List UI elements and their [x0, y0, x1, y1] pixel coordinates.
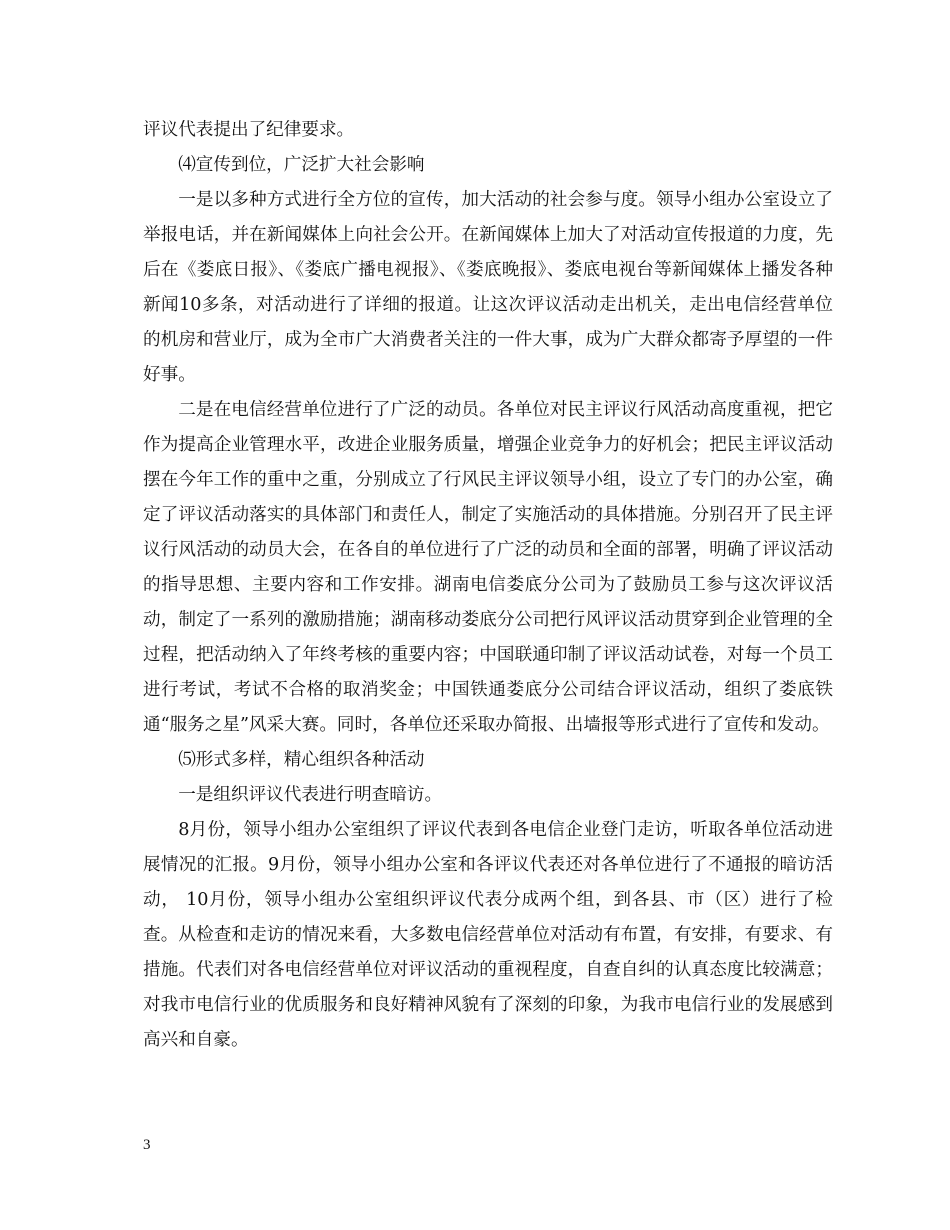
paragraph-publicity-first: 一是以多种方式进行全方位的宣传，加大活动的社会参与度。领导小组办公室设立了举报电话，并在新闻媒体上向社会公开。在新闻媒体上加大了对活动宣传报道的力度，先后在《娄底日报》、《娄底广播电视报》、《娄底晚报》、娄底电视台等新闻媒体上播发各种新闻10多条，对活动进行了详细的报道。让这次评议活动走出机关，走出电信经营单位的机房和营业厅，成为全市广大消费者关注的一件大事，成为广大群众都寄予厚望的一件好事。 [143, 190, 833, 385]
section-heading-activities: ⑸形式多样，精心组织各种活动 [178, 750, 425, 770]
page-number: 3 [143, 1137, 151, 1153]
paragraph-inspection-lead: 一是组织评议代表进行明查暗访。 [178, 785, 443, 805]
paragraph-continuation: 评议代表提出了纪律要求。 [143, 120, 355, 140]
section-heading-publicity: ⑷宣传到位，广泛扩大社会影响 [178, 155, 425, 175]
paragraph-inspection-detail: 8月份，领导小组办公室组织了评议代表到各电信企业登门走访，听取各单位活动进展情况的汇报。9月份，领导小组办公室和各评议代表还对各单位进行了不通报的暗访活动， 10月份，领导小组办公室组织评议代表分成两个组，到各县、市（区）进行了检查。从检查和走访的情况来看，大多数电信经营单位对活动有布置，有安排，有要求、有措施。代表们对各电信经营单位对评议活动的重视程度，自查自纠的认真态度比较满意；对我市电信行业的优质服务和良好精神风貌有了深刻的印象，为我市电信行业的发展感到高兴和自豪。 [143, 820, 833, 1050]
paragraph-publicity-second: 二是在电信经营单位进行了广泛的动员。各单位对民主评议行风活动高度重视，把它作为提高企业管理水平，改进企业服务质量，增强企业竞争力的好机会；把民主评议活动摆在今年工作的重中之重，分别成立了行风民主评议领导小组，设立了专门的办公室，确定了评议活动落实的具体部门和责任人，制定了实施活动的具体措施。分别召开了民主评议行风活动的动员大会，在各自的单位进行了广泛的动员和全面的部署，明确了评议活动的指导思想、主要内容和工作安排。湖南电信娄底分公司为了鼓励员工参与这次评议活动，制定了一系列的激励措施；湖南移动娄底分公司把行风评议活动贯穿到企业管理的全过程，把活动纳入了年终考核的重要内容；中国联通印制了评议活动试卷，对每一个员工进行考试，考试不合格的取消奖金；中国铁通娄底分公司结合评议活动，组织了娄底铁通“服务之星”风采大赛。同时，各单位还采取办简报、出墙报等形式进行了宣传和发动。 [143, 400, 833, 735]
document-body [143, 113, 833, 1058]
